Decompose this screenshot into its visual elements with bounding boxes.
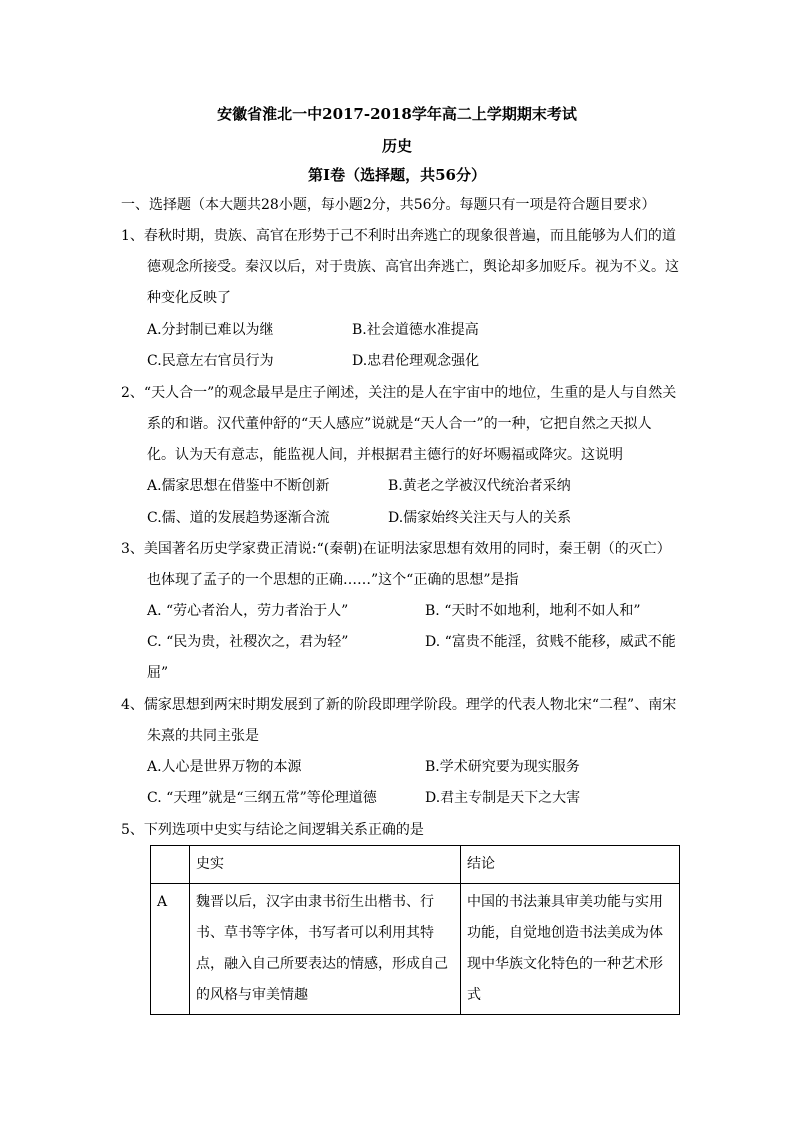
question-1-option-b: B.社会道德水准提高 [352,322,479,338]
subject-title: 历史 [381,137,412,155]
question-3-option-a: A. “劳心者治人，劳力者治于人” [147,603,349,619]
question-4-line-1: 4、儒家思想到两宋时期发展到了新的阶段即理学阶段。理学的代表人物北宋“二程”、南宋 [121,697,677,713]
table-header-cell: 史实 [190,846,461,884]
fact-conclusion-table [150,845,680,1015]
exam-title: 安徽省淮北一中2017-2018学年高二上学期期末考试 [217,105,577,123]
question-1-line-1: 1、春秋时期，贵族、高官在形势于己不利时出奔逃亡的现象很普遍，而且能够为人们的道 [121,228,676,244]
question-5-line-1: 5、下列选项中史实与结论之间逻辑关系正确的是 [121,822,424,838]
table-cell-fact: 魏晋以后，汉字由隶书衍生出楷书、行书、草书等字体，书写者可以利用其特点，融入自己所要表达的情感，形成自己的风格与审美情趣 [190,884,461,1015]
question-4-line-2: 朱熹的共同主张是 [147,728,259,744]
question-3-line-2: 也体现了孟子的一个思想的正确……”这个“正确的思想”是指 [147,572,519,588]
section-heading: 一、选择题（本大题共28小题，每小题2分，共56分。每题只有一项是符合题目要求） [121,197,656,213]
question-3-option-b: B. “天时不如地利，地利不如人和” [425,603,641,619]
question-2-option-c: C.儒、道的发展趋势逐渐合流 [147,510,330,526]
question-2-line-1: 2、“天人合一”的观念最早是庄子阐述，关注的是人在宇宙中的地位，生重的是人与自然关 [121,385,677,401]
question-3-option-c: C. “民为贵，社稷次之，君为轻” [147,634,349,650]
question-4-option-d: D.君主专制是天下之大害 [425,790,581,806]
question-1-option-d: D.忠君伦理观念强化 [352,353,480,369]
question-2-line-3: 化。认为天有意志，能监视人间，并根据君主德行的好坏赐福或降灾。这说明 [147,447,623,463]
table-cell-label: A [151,884,190,1015]
table-header-cell: 结论 [461,846,680,884]
question-3-option-d-continued: 屈” [147,665,169,681]
question-1-line-3: 种变化反映了 [147,290,231,306]
question-1-option-c: C.民意左右官员行为 [147,353,274,369]
question-2-option-b: B.黄老之学被汉代统治者采纳 [388,478,571,494]
question-1-option-a: A.分封制已难以为继 [147,322,274,338]
question-4-option-b: B.学术研究要为现实服务 [425,759,580,775]
question-2-option-d: D.儒家始终关注天与人的关系 [388,510,572,526]
question-2-line-2: 系的和谐。汉代董仲舒的“天人感应”说就是“天人合一”的一种，它把自然之天拟人 [147,416,652,432]
table-row [151,884,680,1015]
table-header-row [151,846,680,884]
question-2-option-a: A.儒家思想在借鉴中不断创新 [147,478,330,494]
question-3-option-d: D. “富贵不能淫，贫贱不能移，威武不能 [425,634,676,650]
volume-title: 第Ⅰ卷（选择题，共56分） [308,166,486,184]
table-cell-conclusion: 中国的书法兼具审美功能与实用功能，自觉地创造书法美成为体现中华族文化特色的一种艺术形式 [461,884,680,1015]
question-3-line-1: 3、美国著名历史学家费正清说:“(秦朝)在证明法家思想有效用的同时，秦王朝（的灭亡） [121,541,671,557]
question-1-line-2: 德观念所接受。秦汉以后，对于贵族、高官出奔逃亡，舆论却多加贬斥。视为不义。这 [147,259,679,275]
question-4-option-a: A.人心是世界万物的本源 [147,759,302,775]
table-header-cell [151,846,190,884]
question-4-option-c: C. “天理”就是“三纲五常”等伦理道德 [147,790,377,806]
